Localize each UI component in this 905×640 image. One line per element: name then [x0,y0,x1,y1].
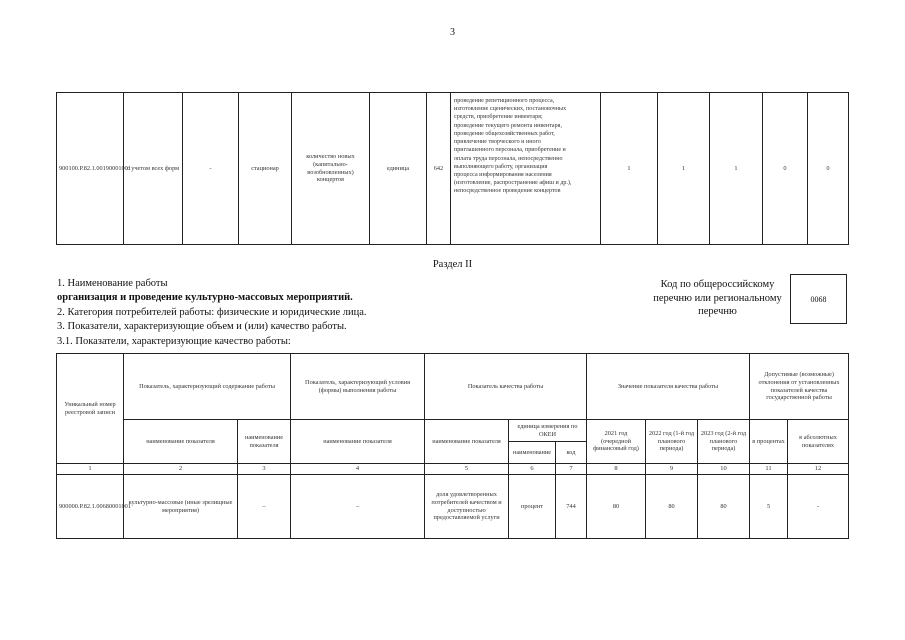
quality-name-cell: доля удовлетворенных потребителей качеством и доступностью предоставляемой услуги [425,475,509,539]
content-cell: – [238,475,291,539]
work-name-label: 1. Наименование работы [57,278,168,289]
description-line: выполняющего работу, организация [454,163,548,170]
work-name-value: организация и проведение культурно-массовых мероприятий. [57,292,353,303]
header-unit-group: единица измерения по ОКЕИ [509,420,587,442]
header-content-group: Показатель, характеризующий содержание работы [124,354,291,420]
header-unit-name: наименование [509,442,556,464]
header-indicator-name: наименование показателя [238,420,291,464]
deviation-absolute-cell: - [788,475,849,539]
classifier-code-label: Код по общероссийскому перечню или региональному перечню [653,279,782,317]
header-unit-code: код [556,442,587,464]
value-2023-cell: 80 [698,475,750,539]
indicator-cell: с учетом всех форм [124,93,183,245]
column-number: 8 [587,464,646,475]
description-line: проведение общехозяйственных работ, [454,130,555,137]
page-number: 3 [450,27,455,38]
condition-cell: – [291,475,425,539]
description-line: оплата труда персонала, непосредственно [454,155,563,162]
header-deviation-absolute: в абсолютных показателях [788,420,849,464]
content-cell: культурно-массовые (иные зрелищные мероприятия) [124,475,238,539]
column-number: 3 [238,464,291,475]
description-line: привлечение творческого и иного [454,139,541,146]
header-indicator-name: наименование показателя [425,420,509,464]
value-2023-cell: 1 [710,93,763,245]
unit-name-cell: единица [370,93,427,245]
description-line: процесса информирования населения [454,171,552,178]
table-row [57,93,849,245]
unit-code-cell: 744 [556,475,587,539]
header-year-2022: 2022 год (1-й год планового периода) [646,420,698,464]
column-number: 9 [646,464,698,475]
header-indicator-name: наименование показателя [124,420,238,464]
section-title: Раздел II [432,259,473,270]
description-line: проведение текущего ремонта инвентаря, [454,122,563,129]
header-indicator-name: наименование показателя [291,420,425,464]
service-quality-table-continued [56,92,849,245]
column-number: 1 [57,464,124,475]
description-line: изготовление сценических, постановочных [454,106,567,113]
description-line: средств, приобретение инвентаря; [454,114,543,121]
unit-name-cell: процент [509,475,556,539]
table-row [57,475,849,539]
quality-name-cell: количество новых (капитально-возобновленных) концертов [292,93,370,245]
volume-quality-indicators-line: 3. Показатели, характеризующие объем и (или) качество работы. [57,321,347,332]
column-number: 5 [425,464,509,475]
column-number: 7 [556,464,587,475]
deviation-percent-cell: 0 [763,93,808,245]
value-2022-cell: 80 [646,475,698,539]
header-row [57,420,849,442]
column-number: 6 [509,464,556,475]
column-number: 4 [291,464,425,475]
header-row [57,354,849,420]
description-line: проведение репетиционного процесса, [454,98,555,104]
header-registry-number: Уникальный номер реестровой записи [57,354,124,464]
header-quality-group: Показатель качества работы [425,354,587,420]
condition-cell: стационар [239,93,292,245]
header-deviation-group: Допустимые (возможные) отклонения от установленных показателей качества государственной работы [750,354,849,420]
quality-indicators-line: 3.1. Показатели, характеризующие качество работы: [57,336,291,347]
value-2021-cell: 80 [587,475,646,539]
header-year-2021: 2021 год (очередной финансовый год) [587,420,646,464]
classifier-code-value: 0068 [790,274,847,324]
registry-number-cell: 900100.Р.82.1.00190001001 [57,93,124,245]
column-numbers-row [57,464,849,475]
description-line: непосредственное проведение концертов [454,188,561,195]
description-line: (изготовление, распространение афиш и др.), [454,180,572,187]
column-number: 2 [124,464,238,475]
consumer-category-line: 2. Категория потребителей работы: физические и юридические лица. [57,307,367,318]
deviation-percent-cell: 5 [750,475,788,539]
value-2022-cell: 1 [658,93,710,245]
indicator-cell: - [183,93,239,245]
header-deviation-percent: в процентах [750,420,788,464]
header-year-2023: 2023 год (2-й год планового периода) [698,420,750,464]
column-number: 12 [788,464,849,475]
deviation-absolute-cell: 0 [808,93,849,245]
description-cell [451,93,601,245]
unit-code-cell: 642 [427,93,451,245]
header-conditions-group: Показатель, характеризующий условия (формы) выполнения работы [291,354,425,420]
column-number: 11 [750,464,788,475]
registry-number-cell: 900000.Р.82.1.00680001001 [57,475,124,539]
header-values-group: Значение показателя качества работы [587,354,750,420]
description-line: приглашенного персонала, приобретение и [454,147,566,154]
work-quality-table [56,353,849,539]
value-2021-cell: 1 [601,93,658,245]
column-number: 10 [698,464,750,475]
